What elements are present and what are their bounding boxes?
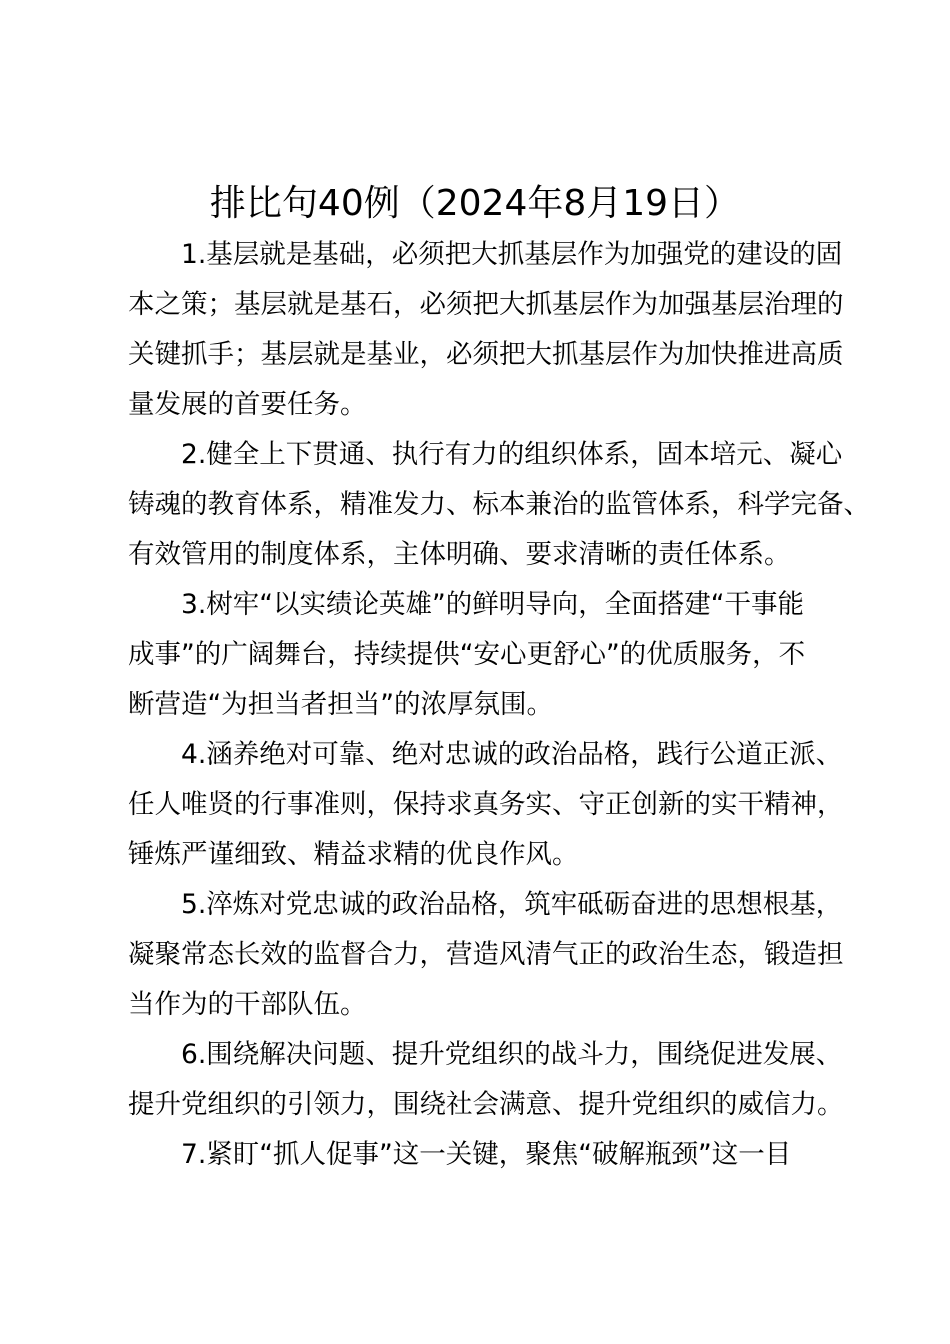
paragraph-line: 本之策；基层就是基石，必须把大抓基层作为加强基层治理的: [128, 289, 844, 320]
paragraph-line: 4.涵养绝对可靠、绝对忠诚的政治品格，践行公道正派、: [181, 739, 843, 770]
paragraph-5: [128, 880, 848, 1030]
paragraph-line: 任人唯贤的行事准则，保持求真务实、守正创新的实干精神，: [128, 789, 844, 820]
paragraph-1: [128, 230, 848, 430]
paragraph-line: 当作为的干部队伍。: [128, 989, 367, 1020]
paragraph-line: 7.紧盯“抓人促事”这一关键，聚焦“破解瓶颈”这一目: [181, 1139, 792, 1170]
paragraph-line: 提升党组织的引领力，围绕社会满意、提升党组织的威信力。: [128, 1089, 844, 1120]
paragraph-line: 成事”的广阔舞台，持续提供“安心更舒心”的优质服务，不: [128, 639, 806, 670]
paragraph-line: 铸魂的教育体系，精准发力、标本兼治的监管体系，科学完备、: [128, 489, 870, 520]
paragraph-3: [128, 580, 848, 730]
paragraph-2: [128, 430, 870, 580]
paragraph-line: 6.围绕解决问题、提升党组织的战斗力，围绕促进发展、: [181, 1039, 843, 1070]
paragraph-line: 断营造“为担当者担当”的浓厚氛围。: [128, 689, 553, 720]
paragraph-4: [128, 730, 848, 880]
paragraph-line: 3.树牢“以实绩论英雄”的鲜明导向，全面搭建“干事能: [181, 589, 804, 620]
page-title: 排比句40例（2024年8月19日）: [209, 183, 741, 224]
paragraph-line: 1.基层就是基础，必须把大抓基层作为加强党的建设的固: [181, 239, 843, 270]
document-body: [128, 230, 870, 1180]
paragraph-line: 有效管用的制度体系，主体明确、要求清晰的责任体系。: [128, 539, 791, 570]
paragraph-line: 5.淬炼对党忠诚的政治品格，筑牢砥砺奋进的思想根基，: [181, 889, 843, 920]
paragraph-line: 锤炼严谨细致、精益求精的优良作风。: [128, 839, 579, 870]
paragraph-line: 量发展的首要任务。: [128, 389, 367, 420]
paragraph-line: 2.健全上下贯通、执行有力的组织体系，固本培元、凝心: [181, 439, 843, 470]
paragraph-6: [128, 1030, 848, 1130]
paragraph-7: [128, 1130, 848, 1180]
paragraph-line: 凝聚常态长效的监督合力，营造风清气正的政治生态，锻造担: [128, 939, 844, 970]
paragraph-line: 关键抓手；基层就是基业，必须把大抓基层作为加快推进高质: [128, 339, 844, 370]
